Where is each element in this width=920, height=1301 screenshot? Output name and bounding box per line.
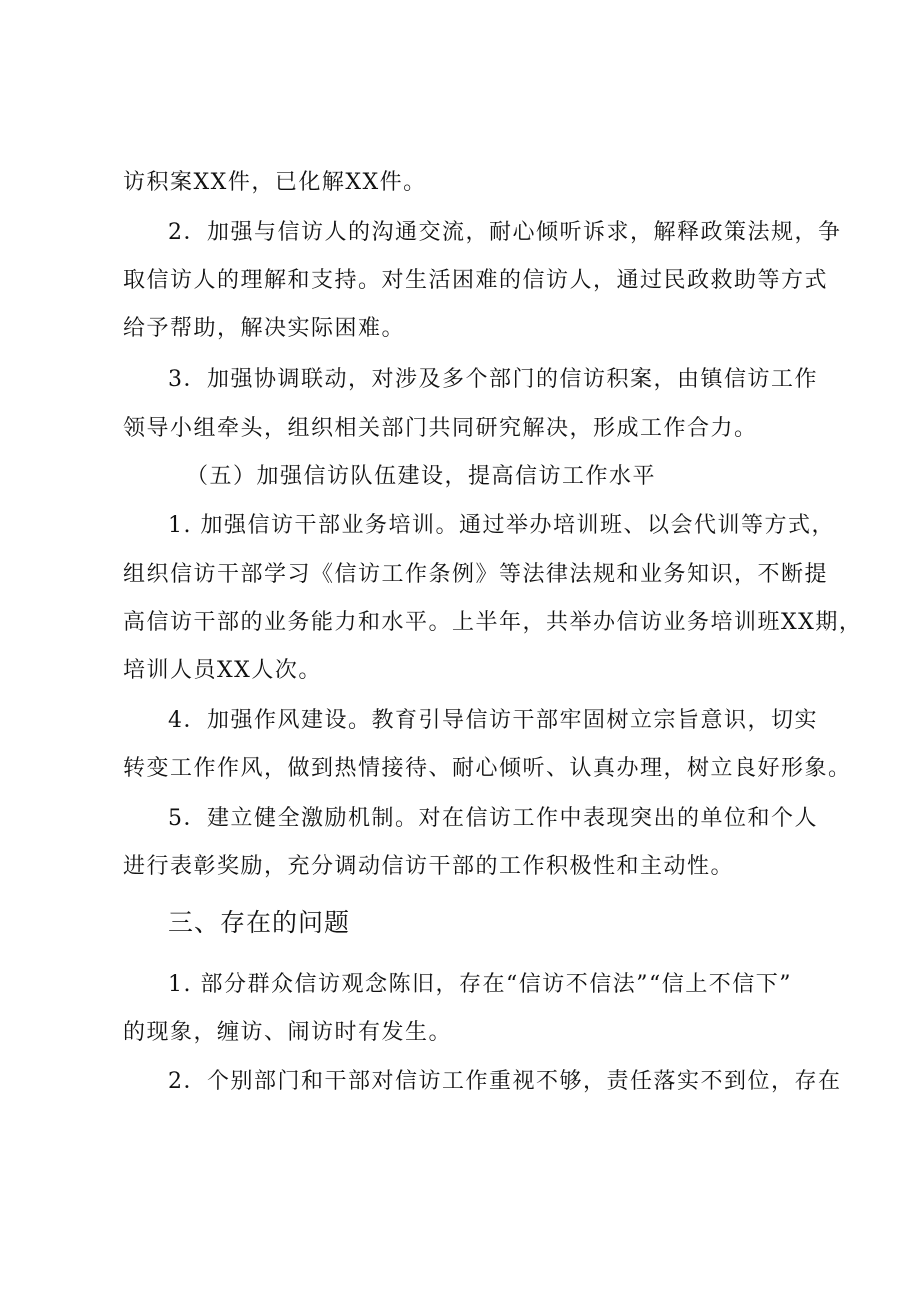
item-2-line-1: 2．加强与信访人的沟通交流，耐心倾听诉求，解释政策法规，争 xyxy=(168,220,842,245)
item-1-line-2: 组织信访干部学习《信访工作条例》等法律法规和业务知识，不断提 xyxy=(123,562,829,587)
problem-2-line-1: 2．个别部门和干部对信访工作重视不够，责任落实不到位，存在 xyxy=(168,1069,842,1094)
item-3-line-1: 3．加强协调联动，对涉及多个部门的信访积案，由镇信访工作 xyxy=(168,367,818,392)
item-1-line-4: 培训人员XX人次。 xyxy=(123,658,322,683)
problem-1-line-1: 1. 部分群众信访观念陈旧，存在“信访不信法”“信上不信下” xyxy=(168,972,792,997)
item-1-line-1: 1. 加强信访干部业务培训。通过举办培训班、以会代训等方式， xyxy=(168,513,835,538)
text-line-1: 访积案XX件，已化解XX件。 xyxy=(123,170,427,195)
item-5-line-1: 5．建立健全激励机制。对在信访工作中表现突出的单位和个人 xyxy=(168,806,818,831)
item-5-line-2: 进行表彰奖励，充分调动信访干部的工作积极性和主动性。 xyxy=(123,854,735,879)
item-2-line-2: 取信访人的理解和支持。对生活困难的信访人，通过民政救助等方式 xyxy=(123,268,829,293)
problem-1-line-2: 的现象，缠访、闹访时有发生。 xyxy=(123,1020,453,1045)
item-1-line-3: 高信访干部的业务能力和水平。上半年，共举办信访业务培训班XX期， xyxy=(123,610,863,635)
item-4-line-2: 转变工作作风，做到热情接待、耐心倾听、认真办理，树立良好形象。 xyxy=(123,756,852,781)
section-heading-problems: 三、存在的问题 xyxy=(168,908,351,937)
item-2-line-3: 给予帮助，解决实际困难。 xyxy=(123,316,406,341)
item-3-line-2: 领导小组牵头，组织相关部门共同研究解决，形成工作合力。 xyxy=(123,416,758,441)
sub-heading-five: （五）加强信访队伍建设，提高信访工作水平 xyxy=(186,464,657,489)
item-4-line-1: 4．加强作风建设。教育引导信访干部牢固树立宗旨意识，切实 xyxy=(168,708,818,733)
